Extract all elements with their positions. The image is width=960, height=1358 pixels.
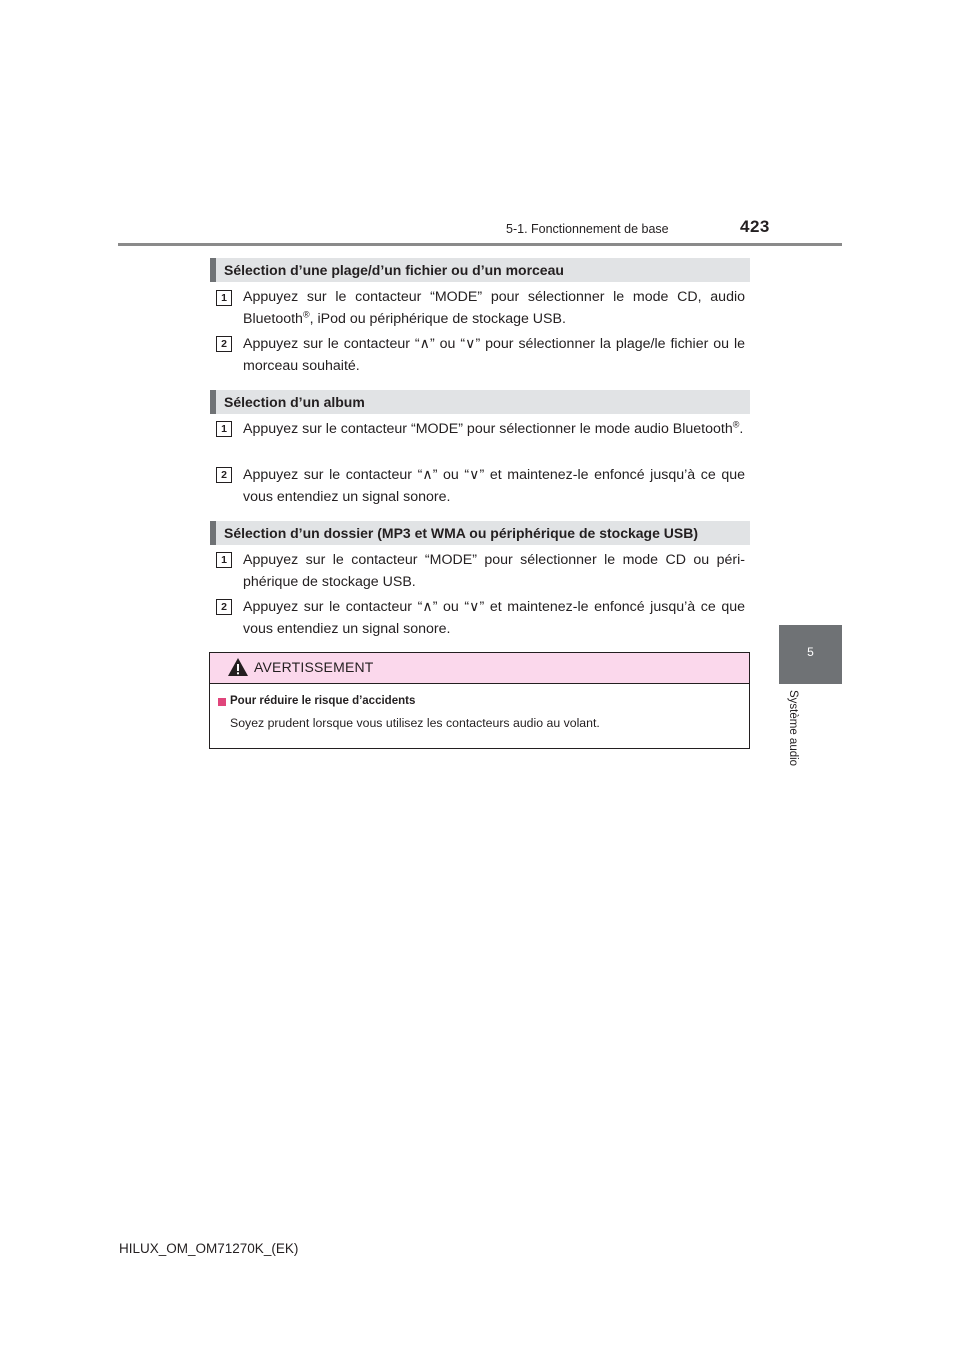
chapter-side-label	[787, 690, 801, 780]
step-text: Appuyez sur le contacteur “∧” ou “∨” pour sélectionner la plage/le fichier ou le morceau souhaité.	[243, 336, 745, 374]
warning-text: Soyez prudent lorsque vous utilisez les contacteurs audio au volant.	[230, 716, 600, 730]
page-number: 423	[740, 217, 770, 236]
section-heading-track-selection: Sélection d’une plage/d’un fichier ou d’un morceau	[210, 258, 750, 282]
warning-triangle-icon	[227, 657, 249, 677]
square-bullet-icon	[218, 698, 226, 706]
chapter-label-text: Système audio	[787, 690, 799, 767]
warning-header	[210, 653, 749, 684]
document-code-footer: HILUX_OM_OM71270K_(EK)	[119, 1241, 299, 1256]
running-header-section: 5-1. Fonctionnement de base	[506, 222, 669, 236]
step-text: Appuyez sur le contacteur “∧” ou “∨” et maintenez-le enfoncé jusqu’à ce que vous entendiez un signal sonore.	[243, 599, 745, 637]
warning-title: AVERTISSEMENT	[254, 659, 374, 675]
chapter-tab	[779, 625, 842, 684]
chapter-number: 5	[807, 645, 814, 659]
section-heading-album-selection: Sélection d’un album	[210, 390, 750, 414]
step-number: 1	[216, 290, 232, 306]
step-text: Appuyez sur le contacteur “MODE” pour sélectionner le mode CD ou péri-phérique de stockage USB.	[243, 552, 745, 590]
step-number: 2	[216, 599, 232, 615]
step-number: 1	[216, 552, 232, 568]
step-number: 1	[216, 421, 232, 437]
warning-subtitle: Pour réduire le risque d’accidents	[230, 695, 416, 707]
step-text: Appuyez sur le contacteur “MODE” pour sélectionner le mode CD, audio Bluetooth®, iPod ou périphérique de stockage USB.	[243, 289, 745, 327]
warning-box	[209, 652, 750, 749]
section-heading-folder-selection: Sélection d’un dossier (MP3 et WMA ou périphérique de stockage USB)	[210, 521, 750, 545]
step-number: 2	[216, 467, 232, 483]
step-text: Appuyez sur le contacteur “∧” ou “∨” et maintenez-le enfoncé jusqu’à ce que vous entendiez un signal sonore.	[243, 467, 745, 505]
step-number: 2	[216, 336, 232, 352]
step-text: Appuyez sur le contacteur “MODE” pour sélectionner le mode audio Bluetooth®.	[243, 419, 744, 437]
header-rule	[118, 243, 842, 246]
